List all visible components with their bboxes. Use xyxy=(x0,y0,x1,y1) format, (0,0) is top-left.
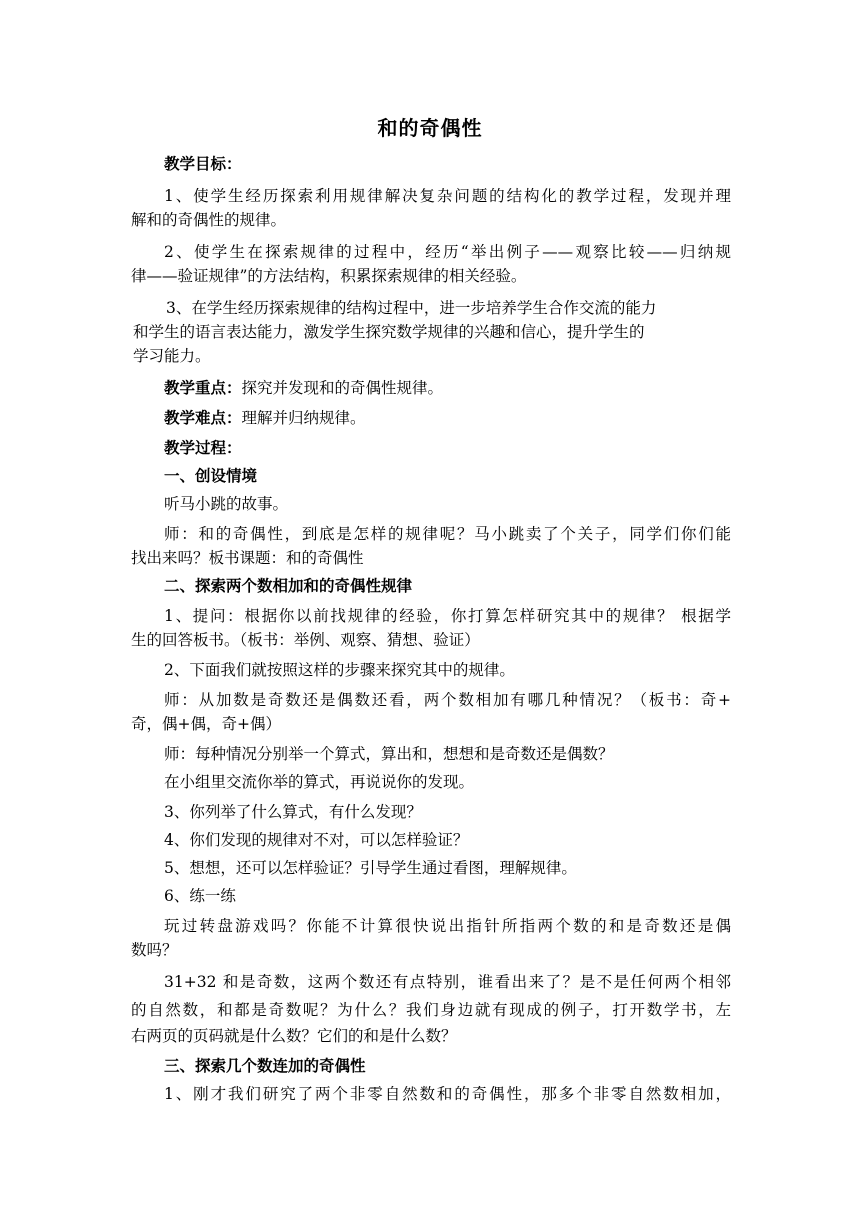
key-point xyxy=(164,376,443,400)
section-2-heading: 二、探索两个数相加和的奇偶性规律 xyxy=(164,577,413,595)
objectives-heading: 教学目标： xyxy=(164,155,242,173)
section-1-para-2-line-1: 师：和的奇偶性，到底是怎样的规律呢？马小跳卖了个关子，同学们你们能 xyxy=(164,525,731,543)
key-point-text: 探究并发现和的奇偶性规律。 xyxy=(241,379,444,397)
section-1-heading: 一、创设情境 xyxy=(164,467,258,485)
difficulty-text: 理解并归纳规律。 xyxy=(241,409,366,427)
objective-2-line-2: 律——验证规律”的方法结构，积累探索规律的相关经验。 xyxy=(131,267,527,285)
process-heading: 教学过程： xyxy=(164,439,242,457)
section-2-para-11-line-1: 31+32 和是奇数，这两个数还有点特别，谁看出来了？是不是任何两个相邻 xyxy=(164,973,731,991)
section-3-heading: 三、探索几个数连加的奇偶性 xyxy=(164,1057,366,1075)
objective-1-line-1: 1、使学生经历探索利用规律解决复杂问题的结构化的教学过程，发现并理 xyxy=(164,187,731,205)
objective-1-line-2: 解和的奇偶性的规律。 xyxy=(131,211,287,229)
key-point-label: 教学重点： xyxy=(164,379,242,397)
section-2-para-7: 4、你们发现的规律对不对，可以怎样验证？ xyxy=(164,831,469,849)
section-2-para-10-line-1: 玩过转盘游戏吗？你能不计算很快说出指针所指两个数的和是奇数还是偶 xyxy=(164,917,731,935)
section-2-para-11-line-2: 的自然数，和都是奇数呢？为什么？我们身边就有现成的例子，打开数学书，左 xyxy=(131,1001,731,1019)
objective-3-line-3: 学习能力。 xyxy=(133,347,211,365)
section-2-para-4: 师：每种情况分别举一个算式，算出和，想想和是奇数还是偶数？ xyxy=(164,745,614,763)
section-3-para-1-line-1: 1、刚才我们研究了两个非零自然数和的奇偶性，那多个非零自然数相加， xyxy=(164,1085,731,1103)
section-1-para-2-line-2: 找出来吗？板书课题：和的奇偶性 xyxy=(131,549,364,567)
section-2-para-8: 5、想想，还可以怎样验证？引导学生通过看图，理解规律。 xyxy=(164,859,577,877)
difficulty-label: 教学难点： xyxy=(164,409,242,427)
section-2-para-3-line-1: 师：从加数是奇数还是偶数还看，两个数相加有哪几种情况？（板书：奇+ xyxy=(164,691,731,709)
document-title: 和的奇偶性 xyxy=(377,116,483,140)
objective-3-line-2: 和学生的语言表达能力，激发学生探究数学规律的兴趣和信心，提升学生的 xyxy=(133,323,645,341)
section-2-para-6: 3、你列举了什么算式，有什么发现？ xyxy=(164,803,422,821)
section-1-para-1: 听马小跳的故事。 xyxy=(164,495,289,513)
section-2-para-1-line-2: 生的回答板书。（板书：举例、观察、猜想、验证） xyxy=(131,631,480,649)
section-2-para-1-line-1: 1、提问：根据你以前找规律的经验，你打算怎样研究其中的规律？ 根据学 xyxy=(164,607,731,625)
section-2-para-5: 在小组里交流你举的算式，再说说你的发现。 xyxy=(164,773,475,791)
section-2-para-3-line-2: 奇，偶+偶，奇+偶） xyxy=(131,715,281,733)
difficulty xyxy=(164,406,366,430)
objective-2-line-1: 2、使学生在探索规律的过程中，经历“举出例子——观察比较——归纳规 xyxy=(164,243,731,261)
objective-3-line-1: 3、在学生经历探索规律的结构过程中，进一步培养学生合作交流的能力 xyxy=(166,299,657,317)
section-2-para-9: 6、练一练 xyxy=(164,887,236,905)
section-2-para-2: 2、下面我们就按照这样的步骤来探究其中的规律。 xyxy=(164,661,515,679)
section-2-para-11-line-3: 右两页的页码就是什么数？它们的和是什么数？ xyxy=(131,1027,457,1045)
section-2-para-10-line-2: 数吗？ xyxy=(131,941,178,959)
